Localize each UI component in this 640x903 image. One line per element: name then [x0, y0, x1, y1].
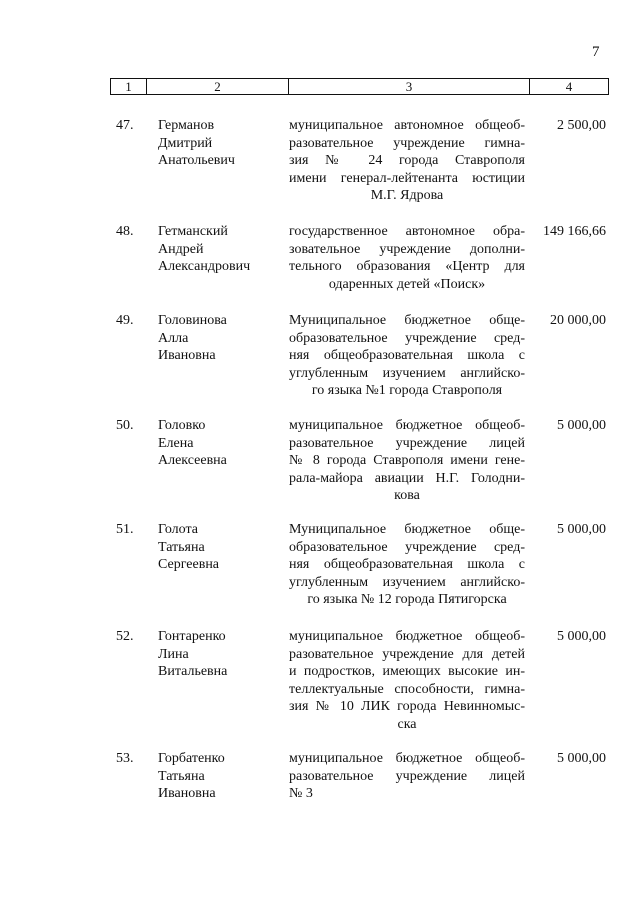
surname: Гетманский	[158, 224, 228, 239]
organization-line: зовательное учреждение дополни-	[289, 241, 525, 257]
organization-line: имени генерал-лейтенанта юстиции	[289, 170, 525, 186]
column-header-3: 3	[289, 79, 530, 94]
first-name: Татьяна	[158, 539, 205, 555]
organization-line: М.Г. Ядрова	[370, 188, 444, 203]
column-header-4: 4	[565, 79, 573, 94]
organization-line: разовательное учреждение гимна-	[289, 135, 525, 151]
surname: Головинова	[158, 313, 227, 328]
organization	[289, 312, 525, 400]
person-name	[158, 417, 278, 470]
organization-line: няя общеобразовательная школа с	[289, 348, 525, 363]
organization-line: углубленным изучением английско-	[289, 365, 525, 381]
organization-line: № 3	[289, 786, 313, 801]
organization-line: муниципальное бюджетное общеоб-	[289, 629, 525, 644]
person-name	[158, 521, 278, 574]
patronymic: Александрович	[158, 259, 251, 274]
organization-line: углубленным изучением английско-	[289, 574, 525, 590]
surname: Гонтаренко	[158, 629, 226, 644]
organization-line: ска	[397, 716, 417, 732]
row-number: 52.	[116, 629, 134, 644]
person-name	[158, 750, 278, 803]
first-name: Дмитрий	[158, 135, 213, 151]
organization-line: няя общеобразовательная школа с	[289, 557, 525, 572]
organization-line: разовательное учреждение лицей	[289, 768, 525, 784]
organization-line: государственное автономное обра-	[289, 224, 525, 239]
organization-line: и подростков, имеющих высокие ин-	[289, 664, 525, 679]
person-name	[158, 223, 278, 276]
organization-line: разовательное учреждение для детей	[289, 646, 525, 662]
first-name: Алла	[158, 330, 189, 346]
amount: 5 000,00	[557, 418, 606, 433]
row-number: 51.	[116, 522, 134, 537]
organization	[289, 117, 525, 205]
patronymic: Ивановна	[158, 348, 216, 363]
row-number: 50.	[116, 418, 134, 433]
row-number: 49.	[116, 313, 134, 328]
first-name: Елена	[158, 435, 194, 451]
surname: Головко	[158, 418, 206, 433]
person-name	[158, 628, 278, 681]
organization-line: муниципальное бюджетное общеоб-	[289, 418, 525, 433]
organization-line: муниципальное автономное общеоб-	[289, 118, 525, 133]
amount: 20 000,00	[550, 313, 606, 328]
organization-line: образовательное учреждение сред-	[289, 539, 525, 555]
amount: 5 000,00	[557, 751, 606, 766]
column-header-1: 1	[111, 79, 147, 94]
organization-line: одаренных детей «Поиск»	[328, 276, 486, 292]
surname: Голота	[158, 522, 198, 537]
first-name: Татьяна	[158, 768, 205, 784]
organization-line: разовательное учреждение лицей	[289, 435, 525, 451]
organization	[289, 750, 525, 803]
row-number: 53.	[116, 751, 134, 766]
amount: 2 500,00	[557, 118, 606, 133]
amount: 149 166,66	[543, 224, 606, 239]
person-name	[158, 117, 278, 170]
row-number: 48.	[116, 224, 134, 239]
page-number: 7	[592, 44, 600, 60]
column-header-row	[110, 78, 609, 95]
surname: Германов	[158, 118, 215, 133]
amount: 5 000,00	[557, 522, 606, 537]
organization	[289, 628, 525, 733]
patronymic: Анатольевич	[158, 153, 235, 168]
first-name: Лина	[158, 646, 189, 662]
organization-line: го языка №1 города Ставрополя	[311, 383, 503, 398]
organization-line: кова	[394, 488, 420, 503]
patronymic: Алексеевна	[158, 453, 227, 468]
organization-line: го языка № 12 города Пятигорска	[307, 592, 507, 607]
organization	[289, 223, 525, 293]
person-name	[158, 312, 278, 365]
column-header-2: 2	[147, 79, 289, 94]
organization-line: Муниципальное бюджетное обще-	[289, 522, 525, 537]
organization	[289, 417, 525, 505]
organization-line: № 8 города Ставрополя имени гене-	[289, 453, 525, 468]
organization-line: теллектуальные способности, гимна-	[289, 681, 525, 697]
patronymic: Витальевна	[158, 664, 228, 679]
organization-line: Муниципальное бюджетное обще-	[289, 313, 525, 328]
amount: 5 000,00	[557, 629, 606, 644]
organization-line: рала-майора авиации Н.Г. Голодни-	[289, 470, 525, 486]
organization-line: зия № 10 ЛИК города Невинномыс-	[289, 699, 525, 714]
organization-line: зия № 24 города Ставрополя	[289, 153, 525, 168]
organization-line: муниципальное бюджетное общеоб-	[289, 751, 525, 766]
first-name: Андрей	[158, 241, 204, 257]
row-number: 47.	[116, 118, 134, 133]
patronymic: Ивановна	[158, 786, 216, 801]
organization-line: образовательное учреждение сред-	[289, 330, 525, 346]
organization-line: тельного образования «Центр для	[289, 259, 525, 274]
surname: Горбатенко	[158, 751, 225, 766]
organization	[289, 521, 525, 609]
patronymic: Сергеевна	[158, 557, 220, 572]
